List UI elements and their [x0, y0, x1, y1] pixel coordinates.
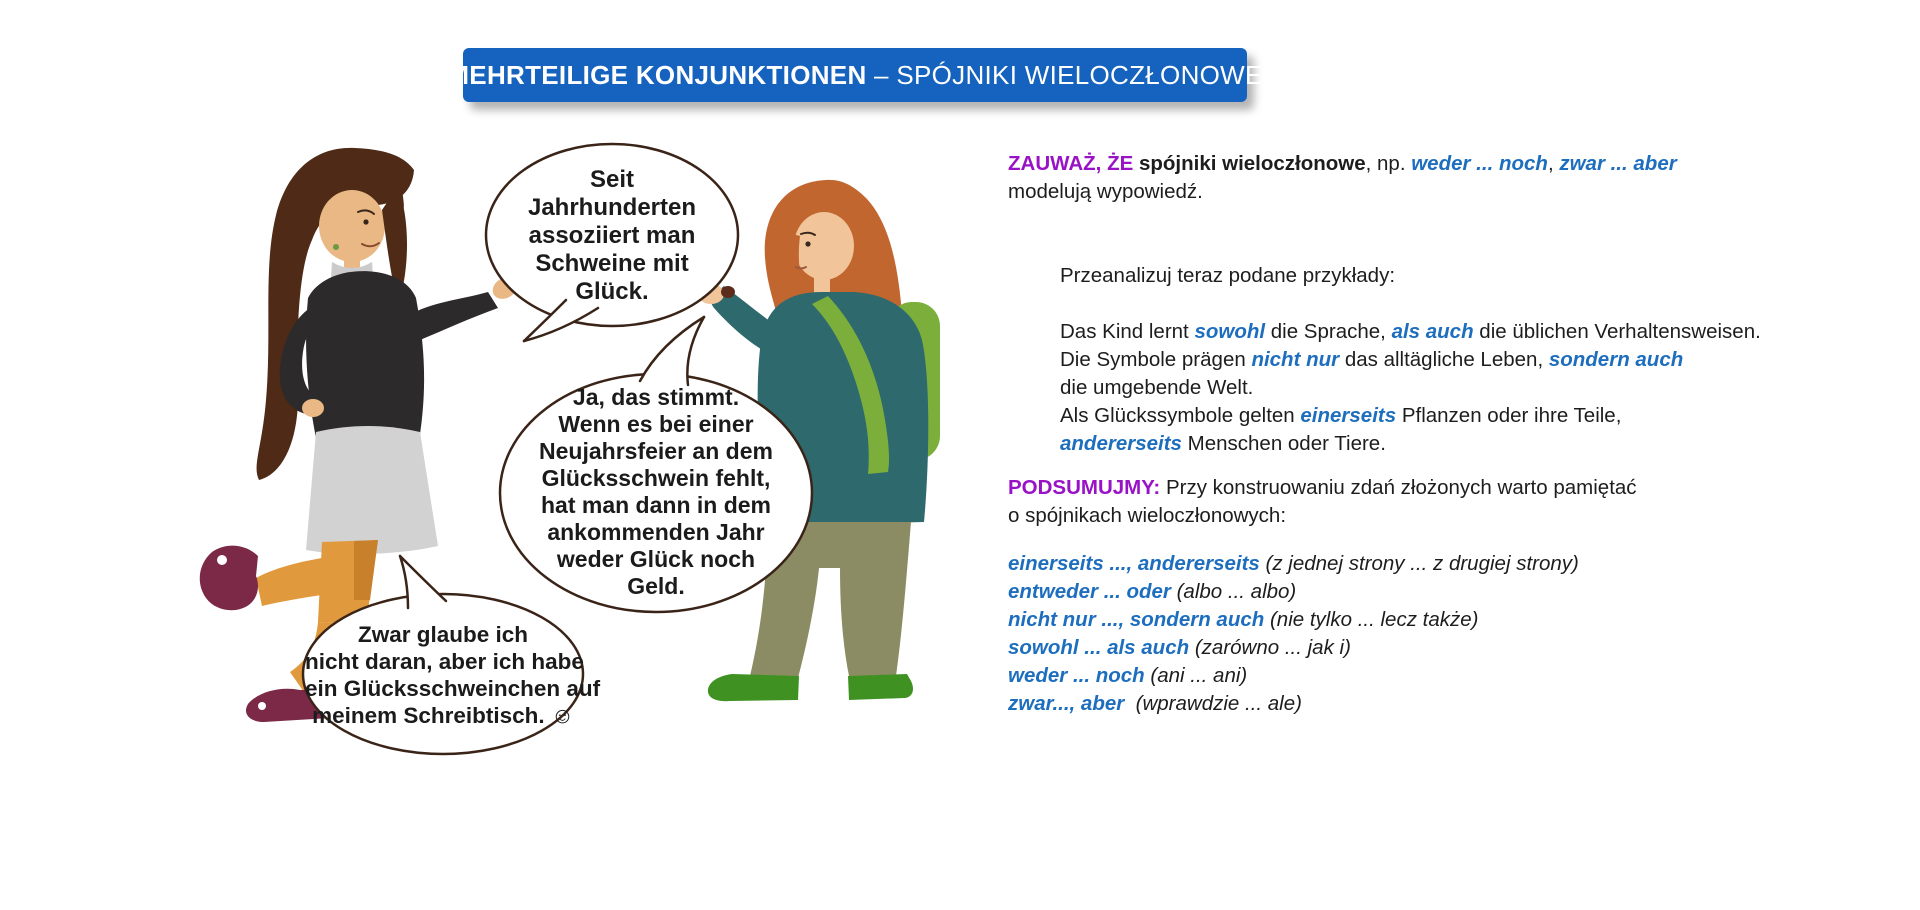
text-segment: modelują wypowiedź.: [1008, 180, 1203, 203]
example-sentences: [1060, 318, 1920, 458]
text-line: [1060, 430, 1920, 458]
text-segment: Przeanalizuj teraz podane przykłady:: [1060, 264, 1396, 287]
speech-bubble-2-text: [502, 384, 810, 600]
text-segment: meinem Schreibtisch. ☺: [312, 703, 574, 728]
title-banner: [447, 48, 1263, 102]
bubble-line: [305, 621, 581, 648]
text-segment: die üblichen Verhaltensweisen.: [1473, 320, 1761, 343]
bubble-line: [502, 411, 810, 438]
text-segment: Seit: [589, 166, 634, 193]
text-segment: zwar..., aber: [1008, 692, 1125, 715]
text-segment: weder ... noch: [1411, 152, 1548, 175]
page-title: [447, 60, 1262, 91]
text-segment: Przy konstruowaniu zdań złożonych warto pamiętać: [1160, 476, 1637, 499]
text-segment: Die Symbole prägen: [1060, 348, 1252, 371]
list-item: [1008, 550, 1868, 578]
list-item: [1008, 606, 1868, 634]
bubble-line: [305, 648, 584, 675]
text-segment: Jahrhunderten: [527, 194, 697, 221]
list-item: [1008, 634, 1868, 662]
text-segment: sowohl ... als auch: [1008, 636, 1190, 659]
summary-paragraph: [1008, 474, 1868, 530]
text-line: [1008, 502, 1868, 530]
text-segment: Ja, das stimmt.: [572, 384, 740, 410]
text-line: [1008, 474, 1868, 502]
earring: [333, 244, 339, 250]
text-segment: Glück: [623, 546, 701, 572]
text-segment: nicht nur: [1251, 348, 1340, 371]
left-woman-eye: [363, 219, 368, 224]
bubble-line: [502, 546, 810, 573]
bubble-line: [502, 519, 810, 546]
text-segment: Pflanzen oder ihre Teile,: [1396, 404, 1622, 427]
conjunction-list: [1008, 550, 1868, 718]
bubble-line: [486, 166, 738, 194]
text-segment: Glück.: [575, 278, 649, 305]
text-segment: SPÓJNIKI WIELOCZŁONOWE: [896, 59, 1263, 90]
left-woman-kicked-shoe: [200, 546, 258, 611]
text-segment: Schweine mit: [535, 250, 689, 277]
text-segment: sowohl: [1194, 320, 1266, 343]
text-segment: (ani ... ani): [1144, 664, 1248, 687]
text-segment: Wenn es bei einer: [558, 411, 754, 437]
text-segment: Menschen oder Tiere.: [1181, 432, 1386, 455]
speech-bubble-3-text: [305, 621, 601, 729]
text-line: [1060, 262, 1920, 290]
text-segment: o spójnikach wieloczłonowych:: [1008, 504, 1287, 527]
text-segment: Neujahrsfeier an dem: [539, 438, 773, 464]
text-segment: (wprawdzie ... ale): [1124, 692, 1302, 715]
analyze-prompt: [1060, 262, 1920, 290]
text-segment: ich habe: [486, 649, 584, 674]
speech-bubble-1-text: [486, 166, 738, 306]
text-segment: sondern auch: [1548, 348, 1684, 371]
right-woman-shoe-left: [708, 674, 799, 701]
text-segment: die umgebende Welt.: [1060, 376, 1254, 399]
bubble-line: [486, 194, 738, 222]
bubble-line: [305, 702, 581, 729]
text-segment: (nie tylko ... lecz także): [1264, 608, 1479, 631]
text-segment: ankommenden Jahr: [547, 519, 765, 545]
text-segment: Das Kind lernt: [1060, 320, 1195, 343]
bubble-line: [502, 573, 810, 600]
list-item: [1008, 662, 1868, 690]
text-segment: ein Glücksschweinchen auf: [305, 676, 601, 701]
text-segment: PODSUMUJMY:: [1008, 476, 1161, 499]
text-segment: noch: [700, 546, 756, 572]
text-segment: zwar ... aber: [1559, 152, 1677, 175]
bubble-line: [486, 278, 738, 306]
text-line: [1008, 178, 1868, 206]
text-line: [1060, 346, 1920, 374]
text-segment: Geld.: [627, 573, 685, 599]
text-segment: weder: [556, 546, 624, 572]
note-paragraph: [1008, 150, 1868, 206]
text-segment: hat man dann in dem: [540, 492, 772, 518]
bubble-line: [502, 384, 810, 411]
list-item: [1008, 578, 1868, 606]
bubble-line: [305, 675, 601, 702]
bubble-line: [502, 465, 810, 492]
text-segment: assoziiert man: [528, 222, 696, 249]
text-segment: (z jednej strony ... z drugiej strony): [1259, 552, 1579, 575]
text-segment: nicht nur ..., sondern auch: [1008, 608, 1265, 631]
text-segment: das alltägliche Leben,: [1339, 348, 1549, 371]
text-segment: spójniki wieloczłonowe: [1138, 152, 1366, 175]
text-segment: Glücksschwein fehlt,: [541, 465, 771, 491]
text-segment: aber: [438, 649, 487, 674]
text-line: [1008, 150, 1868, 178]
bubble-line: [486, 222, 738, 250]
text-segment: weder ... noch: [1008, 664, 1145, 687]
text-segment: ZAUWAŻ, ŻE: [1008, 152, 1139, 175]
text-segment: einerseits ..., andererseits: [1008, 552, 1260, 575]
right-woman-eye: [805, 241, 810, 246]
text-segment: andererseits: [1060, 432, 1182, 455]
text-segment: (albo ... albo): [1170, 580, 1297, 603]
text-line: [1060, 374, 1920, 402]
bubble-line: [502, 492, 810, 519]
bubble-line: [502, 438, 810, 465]
text-line: [1060, 402, 1920, 430]
text-segment: Zwar: [357, 622, 411, 647]
text-segment: die Sprache,: [1265, 320, 1392, 343]
text-segment: (zarówno ... jak i): [1189, 636, 1351, 659]
text-segment: –: [866, 59, 897, 90]
text-segment: nicht daran,: [305, 649, 439, 674]
right-woman-shoe-right: [848, 674, 913, 700]
bubble-line: [486, 250, 738, 278]
text-segment: entweder ... oder: [1008, 580, 1171, 603]
text-segment: Als Glückssymbole gelten: [1060, 404, 1301, 427]
text-segment: , np.: [1365, 152, 1412, 175]
text-segment: glaube ich: [410, 622, 529, 647]
text-segment: MEHRTEILIGE KONJUNKTIONEN: [447, 59, 867, 90]
text-segment: als auch: [1391, 320, 1474, 343]
list-item: [1008, 690, 1868, 718]
text-segment: ,: [1547, 152, 1560, 175]
text-line: [1060, 318, 1920, 346]
text-segment: einerseits: [1300, 404, 1397, 427]
